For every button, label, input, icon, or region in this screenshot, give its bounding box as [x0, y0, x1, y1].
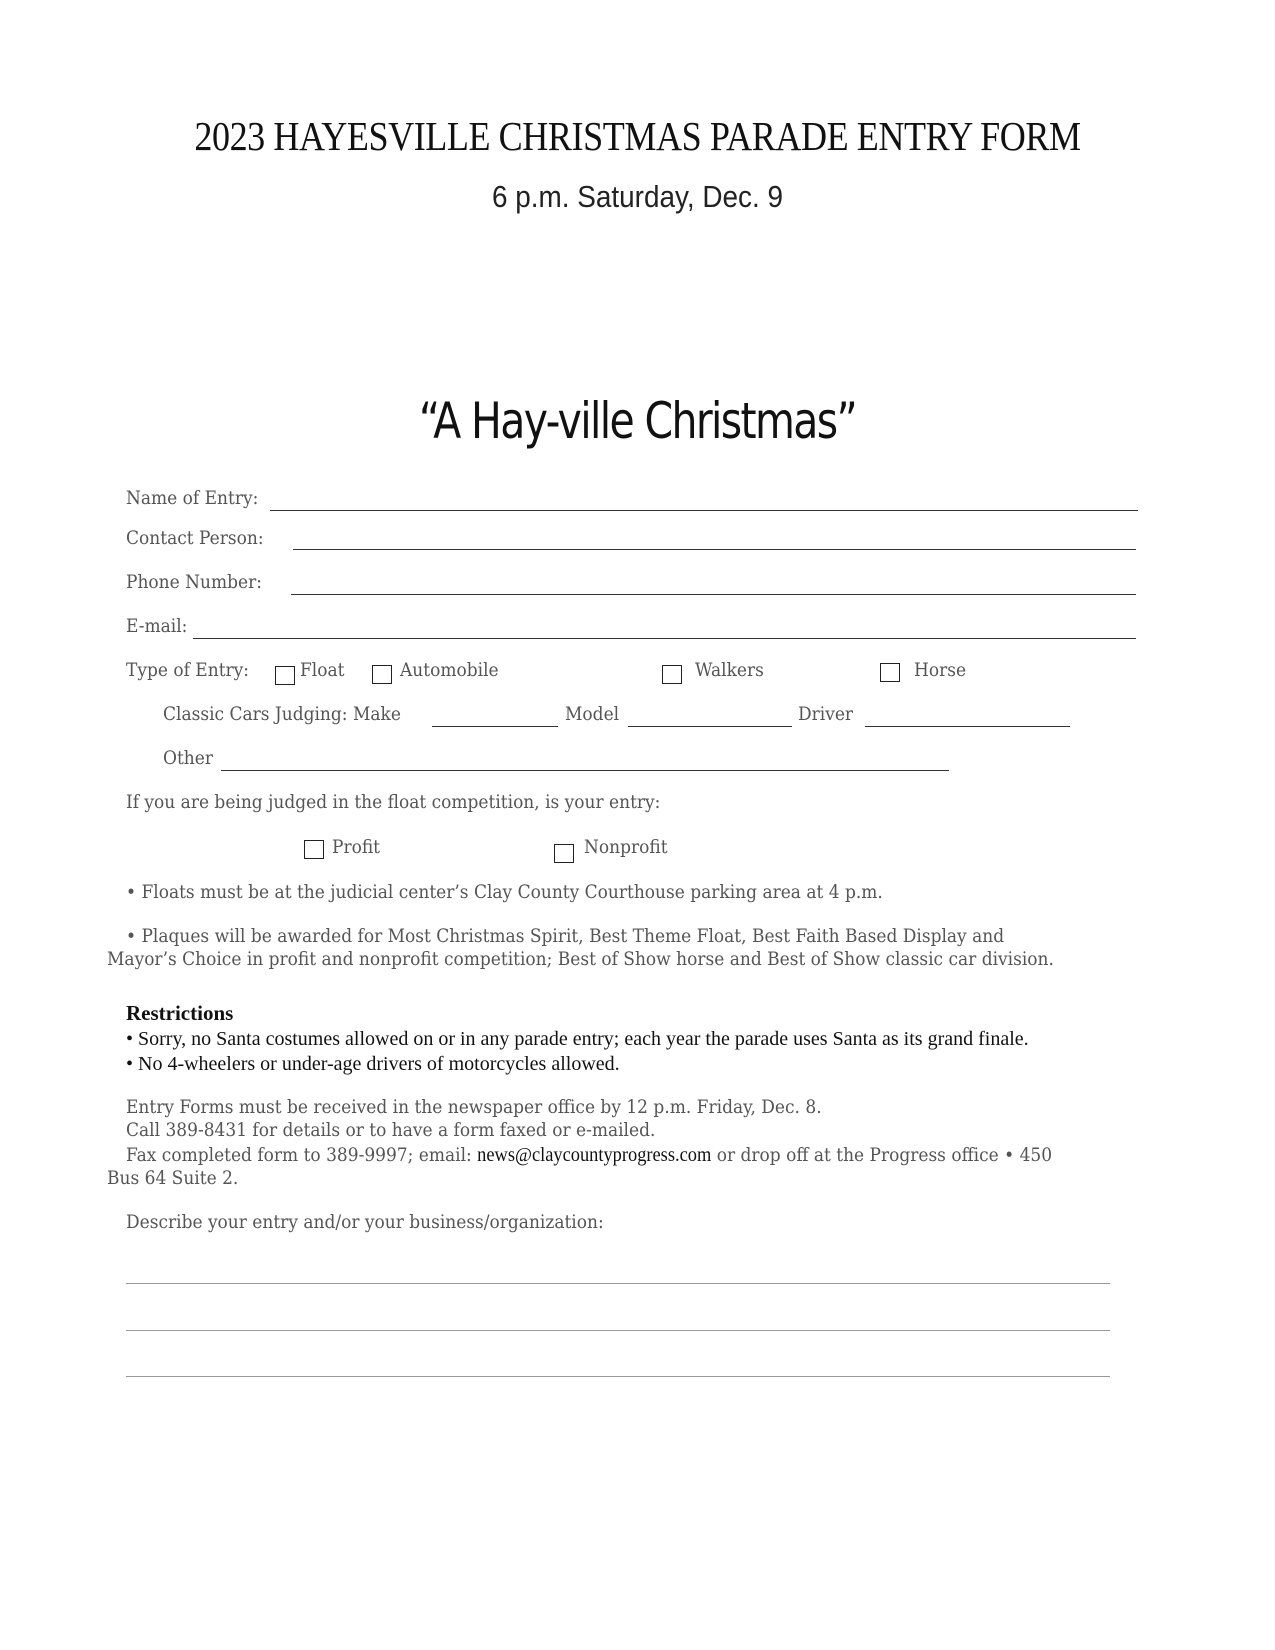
float-checkbox[interactable] — [275, 666, 295, 685]
contact-person-label: Contact Person: — [126, 528, 264, 549]
deadline-text: Entry Forms must be received in the newspaper office by 12 p.m. Friday, Dec. 8. — [126, 1097, 822, 1118]
name-of-entry-label: Name of Entry: — [126, 488, 259, 509]
model-label: Model — [565, 704, 620, 725]
dropoff-text: or drop off at the Progress office • 450 — [711, 1145, 1053, 1166]
classic-cars-make-label: Classic Cars Judging: Make — [163, 704, 401, 725]
describe-answer-line[interactable] — [126, 1330, 1110, 1331]
profit-option-label: Profit — [332, 837, 381, 858]
restriction-santa: • Sorry, no Santa costumes allowed on or in any parade entry; each year the parade uses Santa as its grand finale. — [126, 1028, 1029, 1050]
nonprofit-checkbox[interactable] — [554, 844, 574, 863]
float-option-label: Float — [300, 660, 345, 681]
type-of-entry-label: Type of Entry: — [126, 660, 250, 681]
email-field[interactable] — [193, 638, 1136, 639]
restrictions-heading: Restrictions — [126, 1001, 234, 1025]
walkers-checkbox[interactable] — [662, 665, 682, 684]
fax-email-text — [126, 1144, 1052, 1167]
other-label: Other — [163, 748, 213, 769]
event-time: 6 p.m. Saturday, Dec. 9 — [491, 179, 784, 214]
automobile-checkbox[interactable] — [372, 665, 392, 684]
contact-email-link[interactable]: news@claycountyprogress.com — [477, 1144, 712, 1166]
contact-person-field[interactable] — [293, 549, 1136, 550]
nonprofit-option-label: Nonprofit — [584, 837, 668, 858]
horse-option-label: Horse — [914, 660, 967, 681]
driver-label: Driver — [798, 704, 854, 725]
make-field[interactable] — [432, 726, 558, 727]
form-title: 2023 HAYESVILLE CHRISTMAS PARADE ENTRY FORM — [194, 113, 1081, 159]
float-competition-question: If you are being judged in the float competition, is your entry: — [126, 792, 661, 813]
describe-answer-line[interactable] — [126, 1376, 1110, 1377]
floats-arrival-note: • Floats must be at the judicial center’s Clay County Courthouse parking area at 4 p.m. — [126, 882, 883, 903]
driver-field[interactable] — [865, 726, 1070, 727]
model-field[interactable] — [628, 726, 792, 727]
other-field[interactable] — [221, 770, 949, 771]
plaques-note-line1: • Plaques will be awarded for Most Christmas Spirit, Best Theme Float, Best Faith Based Display and — [126, 926, 1005, 947]
restriction-vehicles: • No 4-wheelers or under-age drivers of motorcycles allowed. — [126, 1053, 620, 1075]
describe-entry-label: Describe your entry and/or your business/organization: — [126, 1212, 604, 1233]
phone-number-label: Phone Number: — [126, 572, 262, 593]
profit-checkbox[interactable] — [304, 840, 324, 859]
call-details-text: Call 389-8431 for details or to have a form faxed or e-mailed. — [126, 1120, 656, 1141]
fax-text: Fax completed form to 389-9997; email: — [126, 1145, 478, 1166]
walkers-option-label: Walkers — [695, 660, 764, 681]
horse-checkbox[interactable] — [880, 663, 900, 682]
office-address-text: Bus 64 Suite 2. — [107, 1168, 239, 1189]
name-of-entry-field[interactable] — [270, 510, 1138, 511]
plaques-note-line2: Mayor’s Choice in profit and nonprofit competition; Best of Show horse and Best of Show classic car division. — [107, 949, 1054, 970]
automobile-option-label: Automobile — [400, 660, 499, 681]
describe-answer-line[interactable] — [126, 1283, 1110, 1284]
email-label: E-mail: — [126, 616, 188, 637]
parade-theme: “A Hay-ville Christmas” — [418, 392, 857, 450]
phone-number-field[interactable] — [291, 594, 1136, 595]
